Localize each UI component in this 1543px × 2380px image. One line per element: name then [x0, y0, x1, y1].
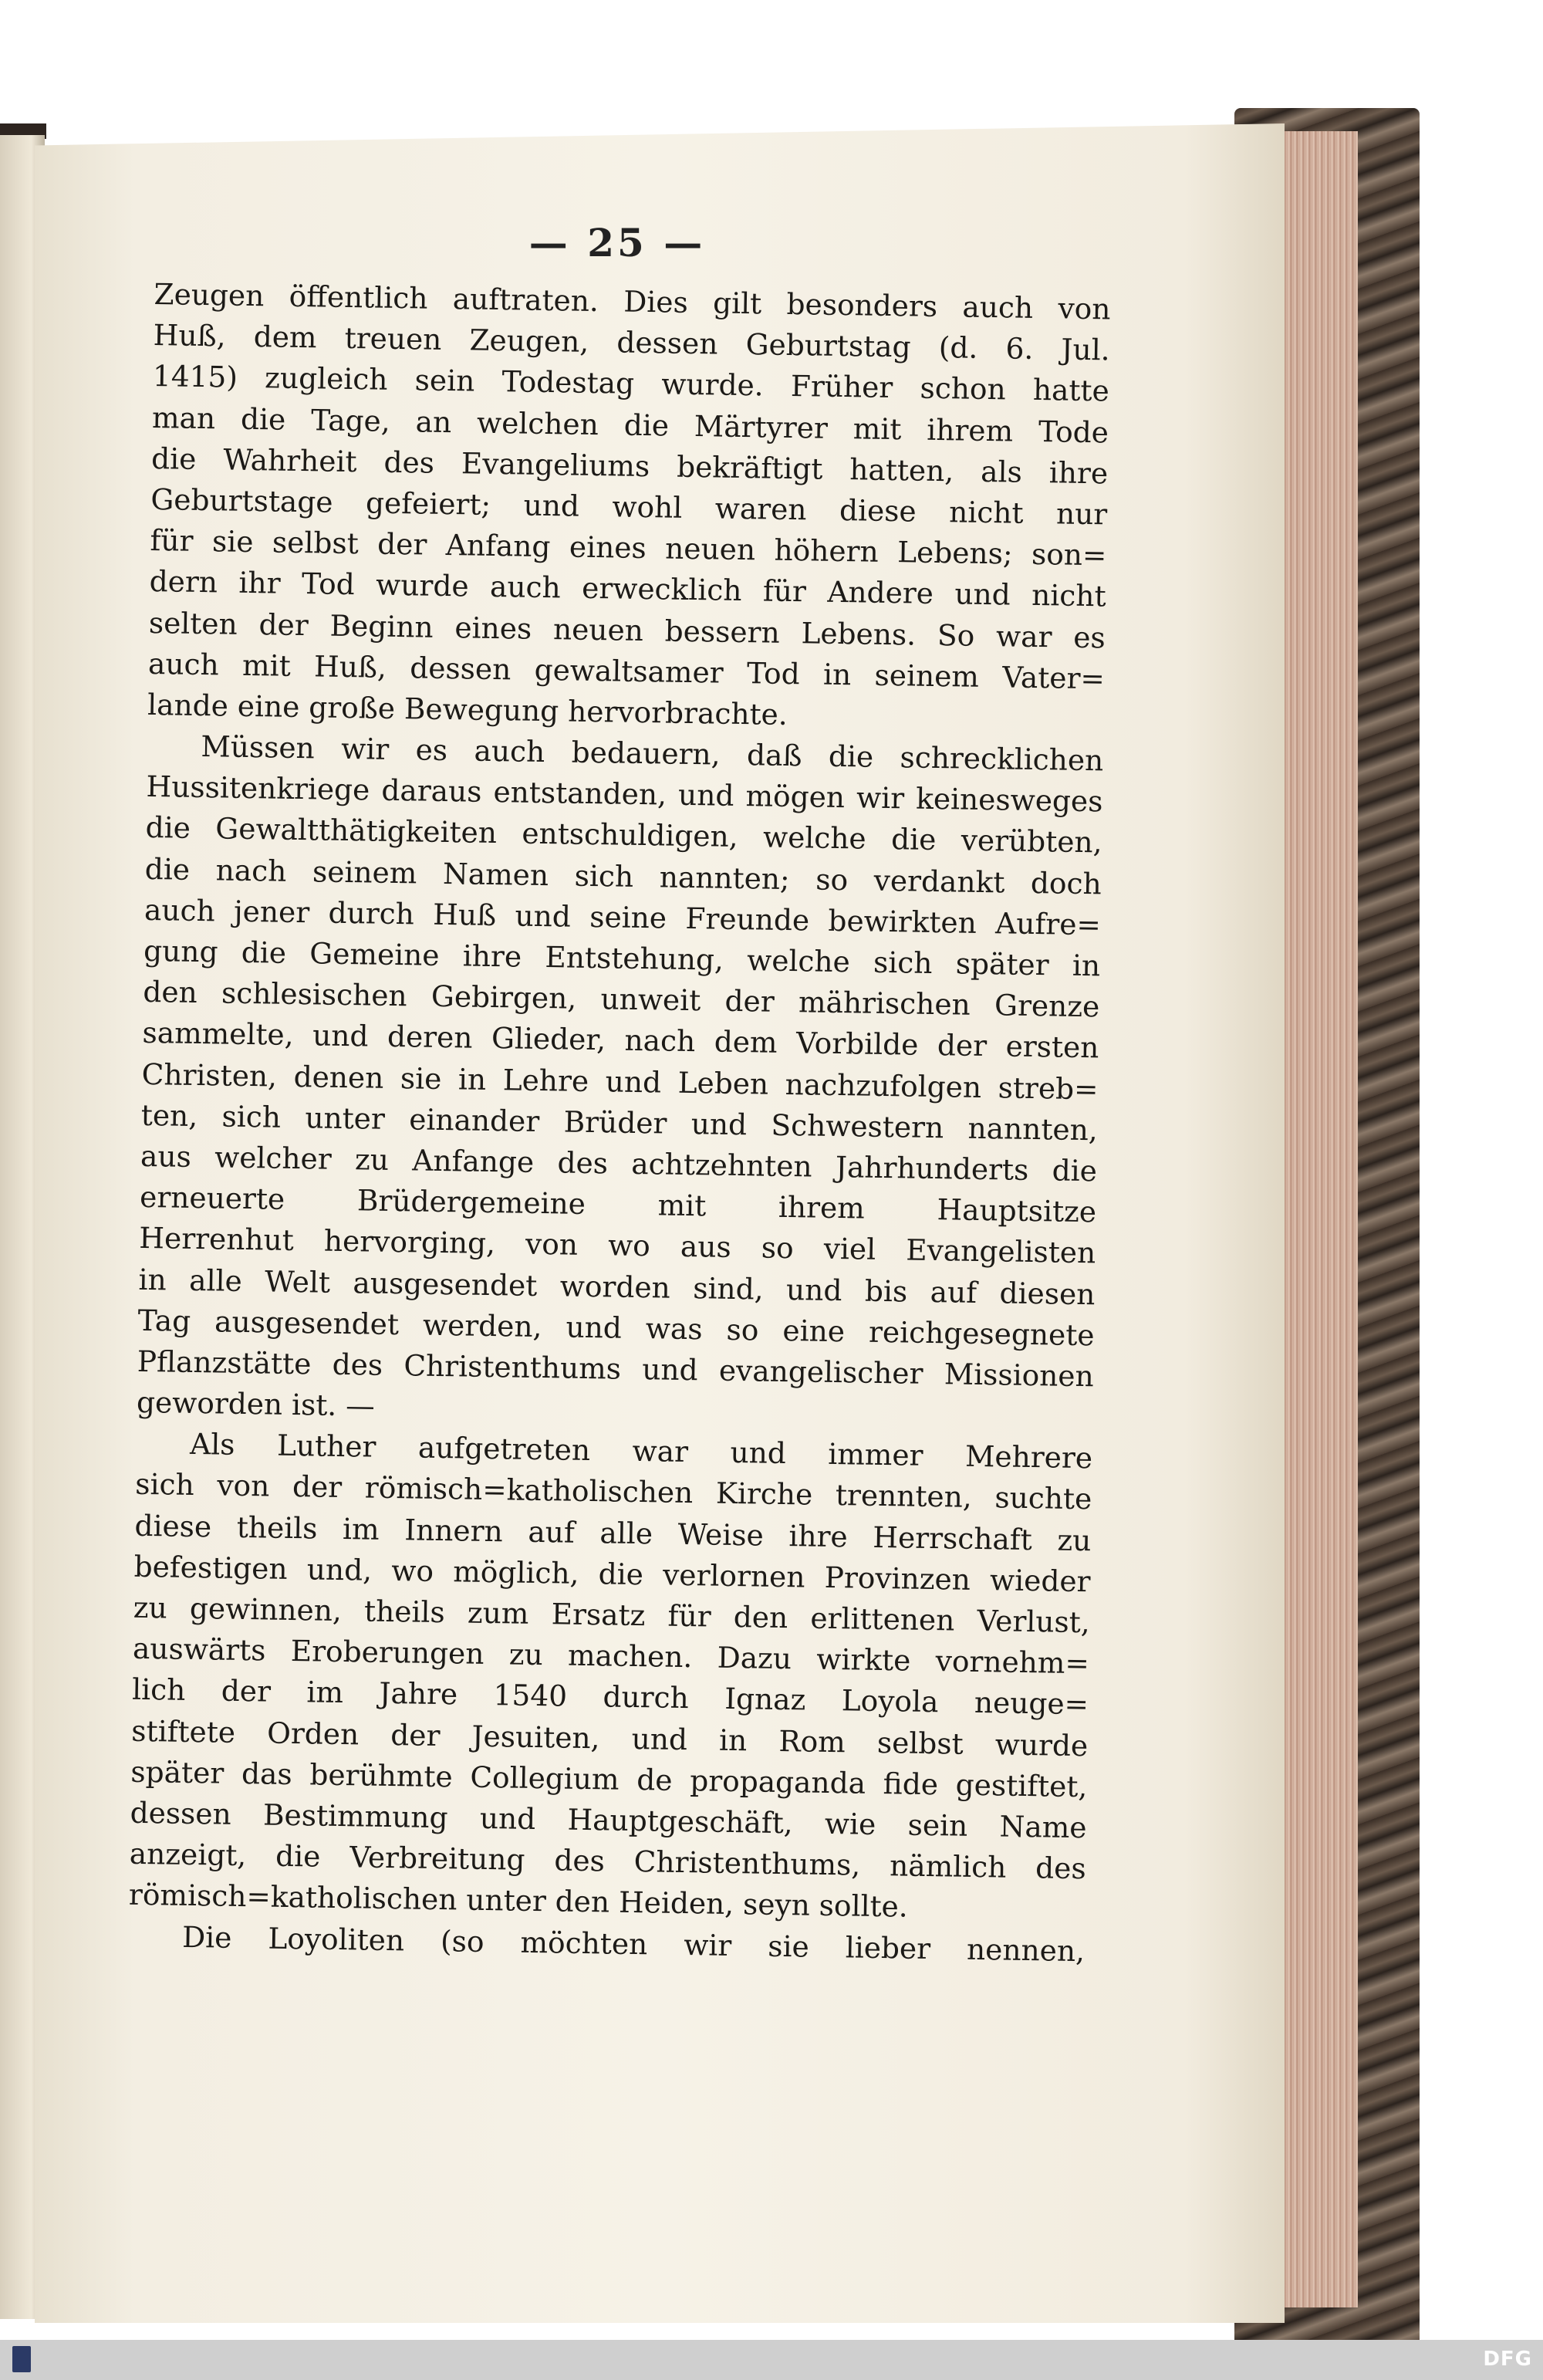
text-line: befestigen und, wo möglich, die verlornen Provinzen wieder [133, 1549, 1091, 1599]
text-line: den schlesischen Gebirgen, unweit der mährischen Grenze [143, 975, 1100, 1024]
dfg-logo: DFG [1483, 2348, 1532, 2371]
text-line: sich von der römisch=katholischen Kirche trennten, suchte [135, 1467, 1092, 1516]
text-line: Müssen wir es auch bedauern, daß die schrecklichen [201, 729, 1104, 778]
text-line: die Gewaltthätigkeiten entschuldigen, welche die verübten, [145, 810, 1102, 860]
text-line: 1415) zugleich sein Todestag wurde. Früher schon hatte [152, 359, 1110, 408]
text-line: die nach seinem Namen sich nannten; so verdankt doch [144, 851, 1102, 901]
page-number-header: — 25 — [528, 220, 706, 265]
text-line: stiftete Orden der Jesuiten, und in Rom selbst wurde [131, 1713, 1089, 1763]
text-line: die Wahrheit des Evangeliums bekräftigt hatten, als ihre [150, 441, 1109, 491]
text-line: selten der Beginn eines neuen bessern Lebens. So war es [148, 605, 1106, 654]
text-line: Geburtstage gefeiert; und wohl waren diese nicht nur [150, 482, 1108, 532]
text-line: auch jener durch Huß und seine Freunde bewirkten Aufre= [143, 892, 1102, 942]
text-line: Christen, denen sie in Lehre und Leben nachzufolgen streb= [141, 1056, 1099, 1106]
library-logo-icon [12, 2346, 31, 2372]
text-line: dessen Bestimmung und Hauptgeschäft, wie sein Name [130, 1795, 1087, 1845]
text-line: römisch=katholischen unter den Heiden, seyn sollte. [128, 1878, 909, 1924]
text-line: Pflanzstätte des Christenthums und evangelischer Missionen [137, 1344, 1095, 1394]
text-line: in alle Welt ausgesendet worden sind, und bis auf diesen [138, 1262, 1096, 1311]
text-line: Zeugen öffentlich auftraten. Dies gilt besonders auch von [154, 276, 1111, 326]
text-line: aus welcher zu Anfange des achtzehnten Jahrhunderts die [140, 1138, 1098, 1188]
text-line: Hussitenkriege daraus entstanden, und mögen wir keinesweges [146, 769, 1103, 819]
text-line: sammelte, und deren Glieder, nach dem Vorbilde der ersten [142, 1016, 1099, 1065]
text-line: anzeigt, die Verbreitung des Christenthums, nämlich des [129, 1836, 1087, 1886]
text-line: Die Loyoliten (so möchten wir sie lieber nennen, [181, 1919, 1086, 1968]
text-line: Huß, dem treuen Zeugen, dessen Geburtstag (d. 6. Jul. [153, 318, 1110, 367]
text-line: dern ihr Tod wurde auch erwecklich für Andere und nicht [149, 564, 1106, 614]
text-line: zu gewinnen, theils zum Ersatz für den erlittenen Verlust, [133, 1590, 1091, 1640]
text-line: geworden ist. — [136, 1384, 376, 1423]
text-line: man die Tage, an welchen die Märtyrer mit ihrem Tode [151, 400, 1109, 450]
text-line: Tag ausgesendet werden, und was so eine reichgesegnete [137, 1303, 1095, 1352]
text-line: diese theils im Innern auf alle Weise ihre Herrschaft zu [134, 1508, 1092, 1557]
text-line: Herrenhut hervorging, von wo aus so viel Evangelisten [139, 1221, 1096, 1270]
text-line: erneuerte Brüdergemeine mit ihrem Hauptsitze [139, 1179, 1097, 1229]
text-line: lich der im Jahre 1540 durch Ignaz Loyola neuge= [131, 1672, 1089, 1722]
text-line: auch mit Huß, dessen gewaltsamer Tod in seinem Vater= [147, 646, 1106, 696]
body-text [128, 274, 1111, 1972]
viewer-footer-bar [0, 2340, 1543, 2380]
text-line: gung die Gemeine ihre Entstehung, welche sich später in [143, 933, 1101, 983]
text-line: später das berühmte Collegium de propaganda fide gestiftet, [130, 1754, 1088, 1804]
text-line: für sie selbst der Anfang eines neuen höhern Lebens; son= [150, 523, 1107, 573]
text-line: lande eine große Bewegung hervorbrachte. [147, 687, 788, 732]
text-line: auswärts Eroberungen zu machen. Dazu wirkte vornehm= [132, 1631, 1090, 1681]
text-line: ten, sich unter einander Brüder und Schwestern nannten, [140, 1097, 1099, 1148]
text-line: Als Luther aufgetreten war und immer Mehrere [189, 1427, 1093, 1476]
